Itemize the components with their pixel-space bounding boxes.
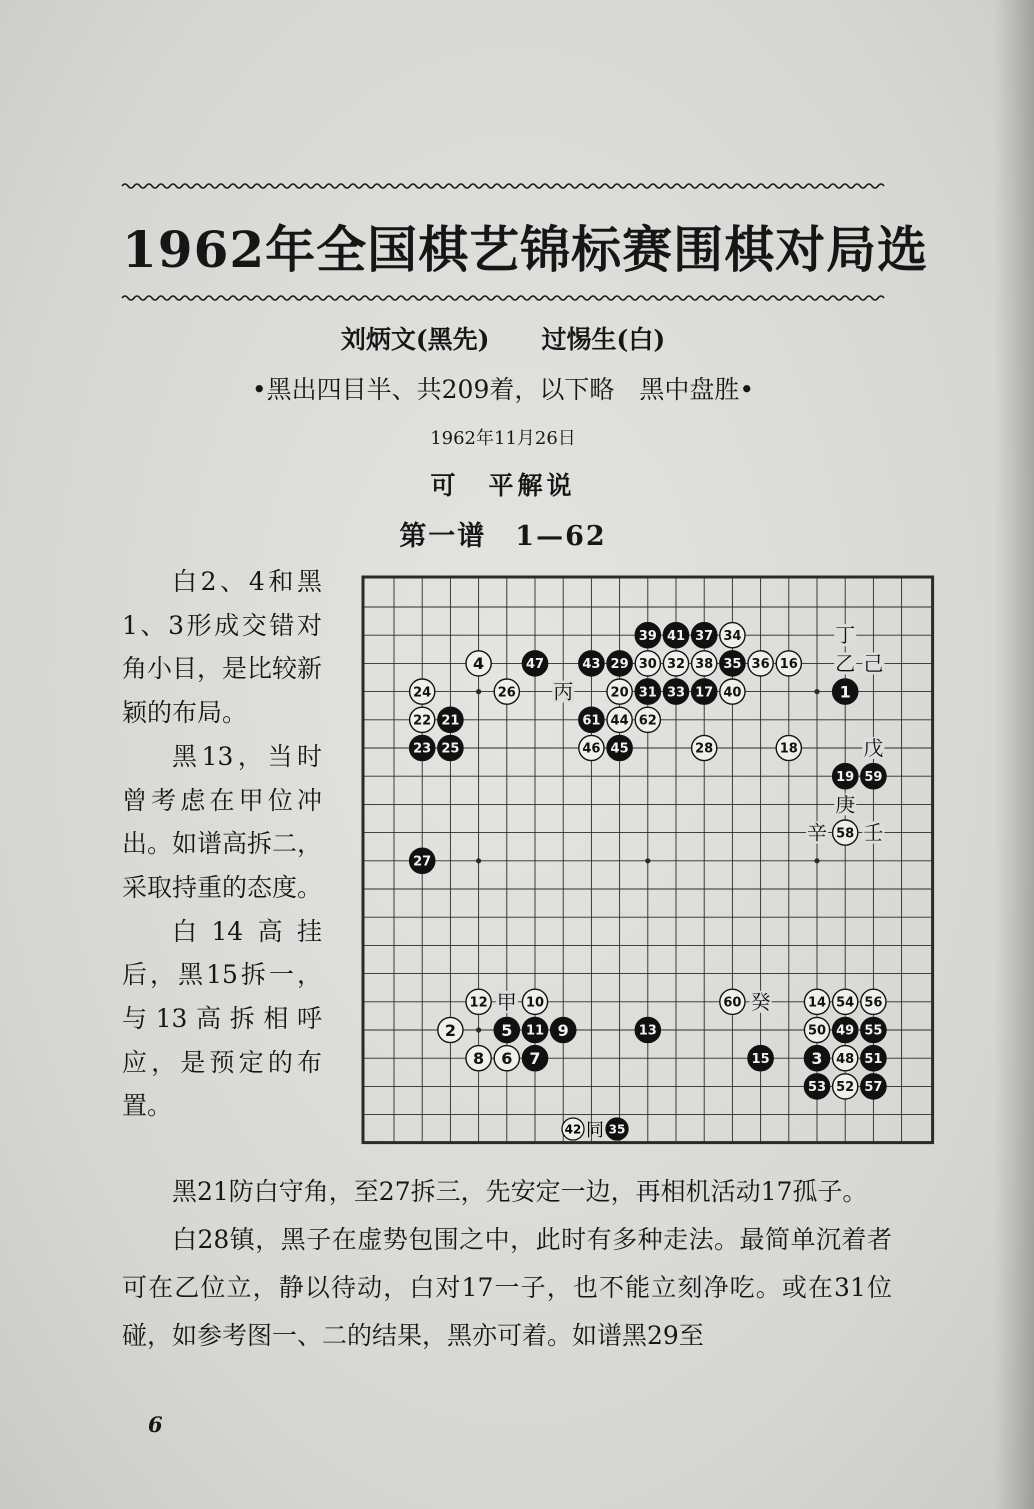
white-stone [804, 1017, 829, 1042]
commentator: 可 平解说 [430, 471, 576, 500]
star-point [645, 858, 650, 863]
move-number: 19 [836, 769, 855, 785]
diagram-title: 第一谱 1—62 [399, 521, 607, 552]
page-title: 1962年全国棋艺锦标赛围棋对局选 [122, 220, 929, 279]
black-stone [663, 679, 688, 704]
wavy-line [122, 184, 884, 188]
black-stone [410, 848, 435, 873]
move-number: 18 [779, 741, 798, 757]
move-number: 36 [751, 657, 770, 673]
black-stone [522, 1046, 547, 1071]
white-stone [562, 1118, 584, 1140]
move-number: 37 [695, 628, 714, 644]
white-stone [692, 735, 717, 760]
move-number: 61 [582, 713, 601, 729]
black-stone [692, 679, 717, 704]
white-stone [720, 679, 745, 704]
move-number: 7 [529, 1048, 541, 1068]
move-number: 46 [582, 741, 601, 757]
svg-text:甲: 甲 [496, 989, 517, 1014]
black-stone [607, 651, 632, 676]
star-point [476, 689, 481, 694]
white-stone [466, 989, 491, 1014]
black-stone [748, 1046, 773, 1071]
move-number: 58 [836, 826, 855, 842]
position-label [862, 651, 884, 675]
move-number: 29 [610, 657, 629, 673]
white-stone [466, 651, 491, 676]
move-number: 39 [638, 628, 657, 644]
svg-text:35: 35 [608, 1122, 626, 1137]
move-number: 44 [610, 713, 629, 729]
move-number: 34 [723, 628, 742, 644]
black-stone [551, 1017, 576, 1042]
move-number: 49 [836, 1023, 855, 1039]
white-stone [466, 1046, 491, 1071]
go-board [360, 574, 884, 1114]
white-stone [748, 651, 773, 676]
white-stone [410, 707, 435, 732]
move-number: 8 [473, 1048, 485, 1068]
move-number: 51 [864, 1051, 883, 1067]
black-stone [833, 679, 858, 704]
white-stone [776, 735, 801, 760]
move-number: 23 [413, 741, 432, 757]
move-number: 16 [779, 657, 798, 673]
move-number: 33 [666, 685, 686, 701]
note-text: 同 [586, 1120, 604, 1141]
move-number: 26 [497, 685, 516, 701]
paragraph: 白14高挂后，黑15拆一，与13高拆相呼应，是预定的布置。 [122, 916, 322, 1121]
page-fold-shadow [994, 0, 1034, 1509]
move-number: 11 [525, 1023, 545, 1039]
white-stone [720, 989, 745, 1014]
move-number: 5 [501, 1020, 513, 1040]
white-stone [607, 707, 632, 732]
position-label [834, 792, 856, 816]
game-date: 1962年11月26日 [430, 428, 576, 449]
game-result: •黑出四目半、共209着，以下略 黑中盘胜• [251, 375, 755, 404]
move-number: 50 [807, 1023, 827, 1039]
position-label [750, 990, 772, 1014]
move-number: 30 [638, 657, 657, 673]
black-stone [861, 764, 886, 789]
move-number: 3 [811, 1048, 823, 1068]
move-number: 53 [807, 1080, 827, 1096]
black-stone [606, 1118, 628, 1140]
move-number: 14 [807, 995, 827, 1011]
white-stone [635, 707, 660, 732]
white-stone [663, 651, 688, 676]
move-number: 4 [473, 654, 485, 674]
move-number: 9 [557, 1020, 569, 1040]
move-number: 59 [864, 769, 883, 785]
move-number: 60 [723, 995, 742, 1011]
move-number: 12 [469, 995, 488, 1011]
svg-text:壬: 壬 [863, 820, 884, 845]
svg-text:戊: 戊 [863, 736, 884, 760]
move-number: 38 [695, 657, 714, 673]
black-stone [861, 1046, 886, 1071]
move-number: 55 [864, 1023, 883, 1039]
go-board-diagram [360, 574, 884, 1114]
black-stone [522, 1017, 547, 1042]
black-stone [635, 1017, 660, 1042]
move-number: 20 [610, 685, 629, 701]
players-line [122, 320, 884, 356]
move-number: 24 [413, 685, 432, 701]
svg-text:庚: 庚 [835, 792, 856, 817]
move-number: 47 [525, 657, 545, 673]
svg-text:丁: 丁 [835, 623, 856, 648]
star-point [476, 1027, 481, 1032]
white-stone [579, 735, 604, 760]
svg-text:癸: 癸 [750, 989, 771, 1014]
wavy-line [122, 296, 884, 300]
side-commentary [122, 560, 322, 1128]
black-stone [494, 1017, 519, 1042]
paragraph: 白2、4和黑1、3形成交错对角小目，是比较新颖的布局。 [122, 567, 323, 728]
white-stone [833, 1046, 858, 1071]
position-label [834, 651, 856, 675]
position-label [862, 736, 884, 760]
position-label [806, 821, 828, 845]
black-player: 刘炳文(黑先) [340, 325, 490, 354]
white-stone [522, 989, 547, 1014]
move-number: 17 [695, 685, 714, 701]
white-stone [494, 1046, 519, 1071]
move-number: 56 [864, 995, 883, 1011]
wavy-rule-top [122, 181, 884, 191]
black-stone [438, 735, 463, 760]
move-number: 32 [666, 657, 686, 673]
move-number: 35 [723, 657, 742, 673]
white-stone [833, 989, 858, 1014]
move-number: 21 [441, 713, 460, 729]
move-number: 13 [638, 1023, 657, 1039]
main-commentary [122, 1168, 892, 1360]
black-stone [522, 651, 547, 676]
white-stone [607, 679, 632, 704]
board-note [560, 1116, 630, 1147]
white-stone [833, 1074, 858, 1099]
position-label [552, 680, 574, 704]
black-stone [692, 623, 717, 648]
svg-text:辛: 辛 [807, 820, 827, 845]
paragraph: 白28镇，黑子在虚势包围之中，此时有多种走法。最简单沉着者可在乙位立，静以待动，白对17一子，也不能立刻净吃。或在31位碰，如参考图一、二的结果，黑亦可着。如谱黑29至 [122, 1225, 892, 1350]
black-stone [579, 651, 604, 676]
black-stone [635, 679, 660, 704]
white-player: 过惕生(白) [541, 325, 666, 354]
black-stone [861, 1074, 886, 1099]
white-stone [776, 651, 801, 676]
move-number: 27 [413, 854, 432, 870]
black-stone [833, 1017, 858, 1042]
move-number: 15 [751, 1051, 770, 1067]
page-number: 6 [148, 1412, 163, 1437]
white-stone [438, 1017, 463, 1042]
white-stone [861, 989, 886, 1014]
black-stone [833, 764, 858, 789]
white-stone [720, 623, 745, 648]
black-stone [607, 735, 632, 760]
black-stone [861, 1017, 886, 1042]
move-number: 1 [839, 682, 851, 702]
move-number: 2 [444, 1020, 456, 1040]
move-number: 41 [666, 628, 686, 644]
black-stone [663, 623, 688, 648]
move-number: 6 [501, 1048, 513, 1068]
move-number: 31 [638, 685, 657, 701]
black-stone [720, 651, 745, 676]
black-stone [804, 1074, 829, 1099]
move-number: 22 [413, 713, 432, 729]
move-number: 57 [864, 1080, 883, 1096]
black-stone [635, 623, 660, 648]
black-stone [579, 707, 604, 732]
paragraph: 黑21防白守角，至27拆三，先安定一边，再相机活动17孤子。 [172, 1177, 868, 1206]
move-number: 52 [836, 1080, 855, 1096]
svg-text:42: 42 [564, 1122, 582, 1137]
paragraph: 黑13，当时曾考虑在甲位冲出。如谱高拆二，采取持重的态度。 [122, 741, 323, 902]
white-stone [494, 679, 519, 704]
svg-text:己: 己 [863, 651, 884, 676]
star-point [814, 689, 819, 694]
position-label [834, 623, 856, 647]
white-stone [804, 989, 829, 1014]
move-number: 43 [582, 657, 601, 673]
move-number: 25 [441, 741, 460, 757]
star-point [476, 858, 481, 863]
svg-text:丙: 丙 [553, 679, 574, 704]
white-stone [410, 679, 435, 704]
black-stone [804, 1046, 829, 1071]
move-number: 28 [695, 741, 714, 757]
move-number: 54 [836, 995, 855, 1011]
move-number: 48 [836, 1051, 855, 1067]
board-note-stones [560, 1116, 630, 1142]
position-label [496, 990, 518, 1014]
white-stone [692, 651, 717, 676]
wavy-rule-bottom [122, 293, 884, 303]
move-number: 10 [525, 995, 545, 1011]
move-number: 62 [638, 713, 657, 729]
white-stone [635, 651, 660, 676]
white-stone [833, 820, 858, 845]
svg-text:乙: 乙 [835, 651, 856, 676]
star-point [814, 858, 819, 863]
position-label [862, 821, 884, 845]
black-stone [438, 707, 463, 732]
move-number: 45 [610, 741, 629, 757]
black-stone [410, 735, 435, 760]
move-number: 40 [723, 685, 742, 701]
